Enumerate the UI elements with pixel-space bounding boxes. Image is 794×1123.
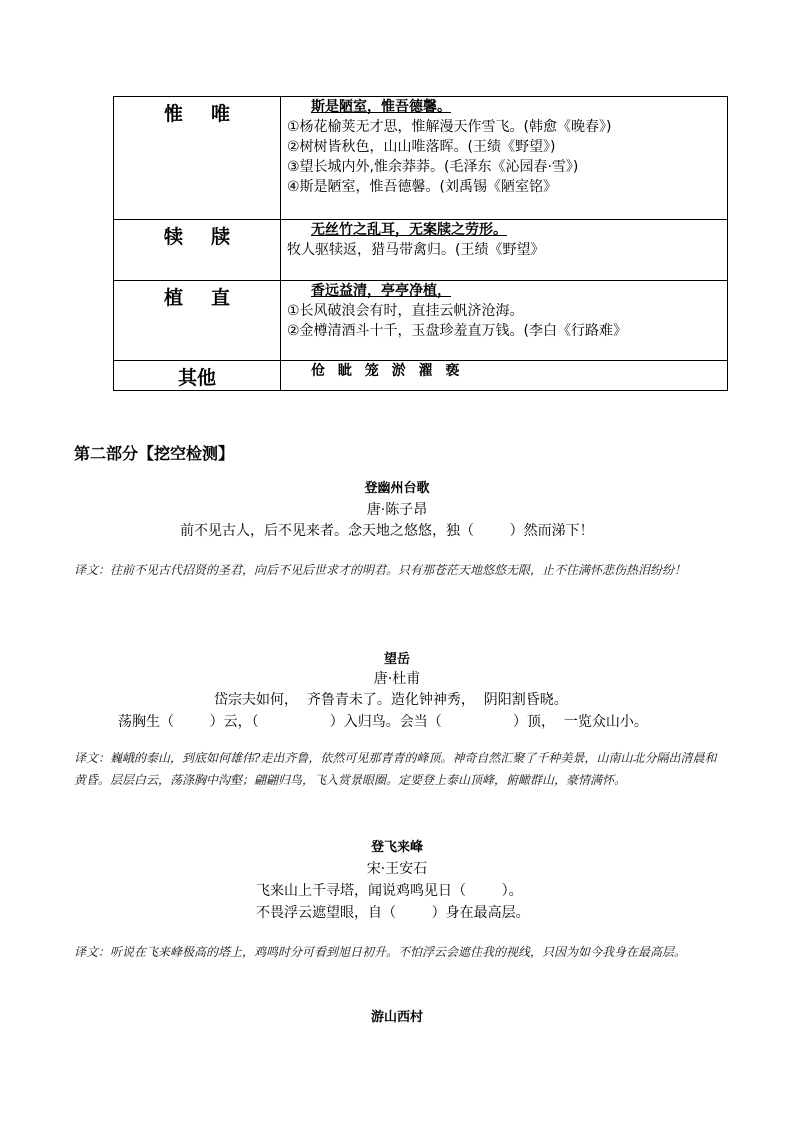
example-line: ②金樽清酒斗十千，玉盘珍羞直万钱。(李白《行路难》 (287, 323, 628, 339)
key-cell (114, 97, 281, 220)
poem-author: 唐·陈子昂 (366, 502, 428, 518)
value-cell (281, 220, 728, 281)
example-line: ③望长城内外,惟余莽莽。(毛泽东《沁园春·雪》) (287, 159, 579, 175)
key-char: 犊 (163, 226, 183, 248)
translation: 译文：听说在飞来峰极高的塔上，鸡鸣时分可看到旭日初升。不怕浮云会遮住我的视线，只因为如今我身在最高层。 (74, 945, 687, 959)
table-row (114, 361, 728, 391)
value-cell (281, 361, 728, 391)
key-char: 唯 (211, 103, 231, 125)
table-row (114, 281, 728, 361)
headline-sentence: 斯是陋室，惟吾德馨。 (311, 99, 451, 115)
table-row (114, 97, 728, 220)
key-char: 植 (163, 287, 183, 309)
other-chars: 伧 眦 笼 淤 濯 亵 (311, 363, 464, 379)
headline-sentence: 香远益清，亭亭净植， (311, 283, 451, 299)
poem-title: 登飞来峰 (370, 840, 423, 855)
headline-sentence: 无丝竹之乱耳，无案牍之劳形。 (311, 222, 507, 238)
key-cell (114, 361, 281, 391)
poem-title: 游山西村 (370, 1010, 423, 1025)
poem-line: 荡胸生（ ）云，（ ）入归鸟。会当（ ）顶， 一览众山小。 (118, 714, 648, 730)
key-cell (114, 220, 281, 281)
poem-line: 岱宗夫如何， 齐鲁青未了。造化钟神秀， 阴阳割昏晓。 (214, 692, 568, 708)
section-title: 第二部分【挖空检测】 (74, 444, 235, 463)
translation: 译文：往前不见古代招贤的圣君，向后不见后世求才的明君。只有那苍茫天地悠悠无限，止不住满怀悲伤热泪纷纷！ (74, 563, 687, 577)
example-line: 牧人驱犊返，猎马带禽归。(王绩《野望》 (287, 242, 545, 258)
value-cell (281, 97, 728, 220)
poem-line: 飞来山上千寻塔，闻说鸡鸣见日（ ）。 (256, 883, 523, 899)
poem-line: 不畏浮云遮望眼，自（ ）身在最高层。 (256, 905, 530, 921)
poem-author: 唐·杜甫 (373, 671, 421, 687)
key-char: 直 (211, 287, 231, 309)
poem-author: 宋·王安石 (366, 861, 428, 877)
example-line: ①长风破浪会有时，直挂云帆济沧海。 (287, 303, 524, 319)
character-comparison-table (113, 96, 728, 391)
translation: 译文：巍峨的泰山，到底如何雄伟?走出齐鲁，依然可见那青青的峰顶。神奇自然汇聚了千种美景，山南山北分隔出清晨和黄昏。层层白云，荡涤胸中沟壑；翩翩归鸟，飞入赏景眼圈。定要登上泰山顶峰，俯瞰群山，豪情满怀。 (74, 751, 717, 787)
example-line: ①杨花榆荚无才思，惟解漫天作雪飞。(韩愈《晚春》) (287, 119, 612, 135)
poem-title: 登幽州台歌 (364, 481, 430, 496)
poem-line: 前不见古人，后不见来者。念天地之悠悠，独（ ）然而涕下！ (180, 523, 594, 539)
key-char: 牍 (211, 226, 231, 248)
example-line: ④斯是陋室，惟吾德馨。(刘禹锡《陋室铭》 (287, 179, 558, 195)
poem-title: 望岳 (383, 652, 410, 667)
key-char: 其他 (177, 367, 216, 389)
value-cell (281, 281, 728, 361)
example-line: ②树树皆秋色，山山唯落晖。(王绩《野望》) (287, 139, 556, 155)
key-char: 惟 (163, 103, 183, 125)
key-cell (114, 281, 281, 361)
table-row (114, 220, 728, 281)
